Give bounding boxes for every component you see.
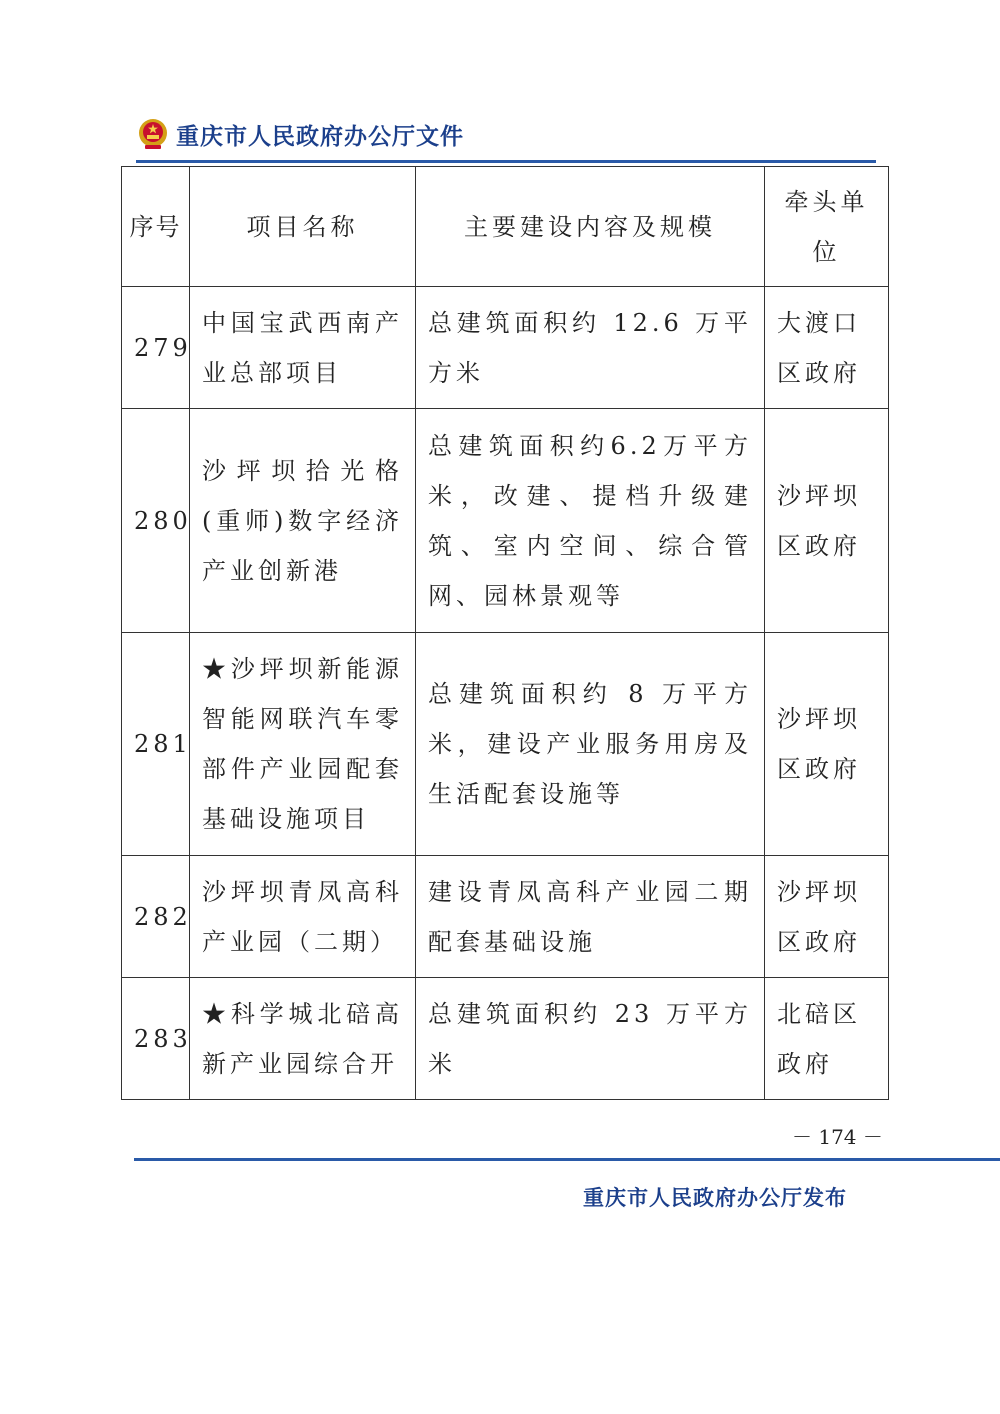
- project-content: 总建筑面积约 23 万平方米: [416, 978, 765, 1100]
- column-header-name: 项目名称: [190, 167, 416, 287]
- row-number: 279: [122, 287, 190, 409]
- table-row: [122, 856, 889, 978]
- national-emblem-icon: [136, 117, 170, 151]
- lead-unit: 大渡口区政府: [765, 287, 889, 409]
- project-name: 中国宝武西南产业总部项目: [190, 287, 416, 409]
- table-row: [122, 287, 889, 409]
- publisher-footer: 重庆市人民政府办公厅发布: [583, 1185, 847, 1210]
- project-name: 沙坪坝青凤高科产业园（二期）: [190, 856, 416, 978]
- project-content: 建设青凤高科产业园二期配套基础设施: [416, 856, 765, 978]
- project-content: 总建筑面积约 12.6 万平方米: [416, 287, 765, 409]
- lead-unit: 北碚区政府: [765, 978, 889, 1100]
- lead-unit: 沙坪坝区政府: [765, 856, 889, 978]
- project-table: [121, 166, 889, 1100]
- lead-unit: 沙坪坝区政府: [765, 409, 889, 633]
- table-row: [122, 633, 889, 856]
- table-row: [122, 978, 889, 1100]
- header-divider: [136, 160, 876, 163]
- row-number: 283: [122, 978, 190, 1100]
- row-number: 280: [122, 409, 190, 633]
- row-number: 282: [122, 856, 190, 978]
- document-header: [136, 112, 876, 156]
- row-number: 281: [122, 633, 190, 856]
- page-number: － 174 －: [792, 1125, 883, 1149]
- project-name: 沙坪坝拾光格(重师)数字经济产业创新港: [190, 409, 416, 633]
- project-name: ★科学城北碚高新产业园综合开: [190, 978, 416, 1100]
- header-title: 重庆市人民政府办公厅文件: [176, 122, 464, 150]
- project-name: ★沙坪坝新能源智能网联汽车零部件产业园配套基础设施项目: [190, 633, 416, 856]
- project-content: 总建筑面积约6.2万平方米，改建、提档升级建筑、室内空间、综合管网、园林景观等: [416, 409, 765, 633]
- footer-divider: [134, 1158, 1000, 1161]
- lead-unit: 沙坪坝区政府: [765, 633, 889, 856]
- project-content: 总建筑面积约 8 万平方米，建设产业服务用房及生活配套设施等: [416, 633, 765, 856]
- table-header-row: [122, 167, 889, 287]
- table-row: [122, 409, 889, 633]
- column-header-content: 主要建设内容及规模: [416, 167, 765, 287]
- column-header-unit: 牵头单位: [765, 167, 889, 287]
- column-header-number: 序号: [122, 167, 190, 287]
